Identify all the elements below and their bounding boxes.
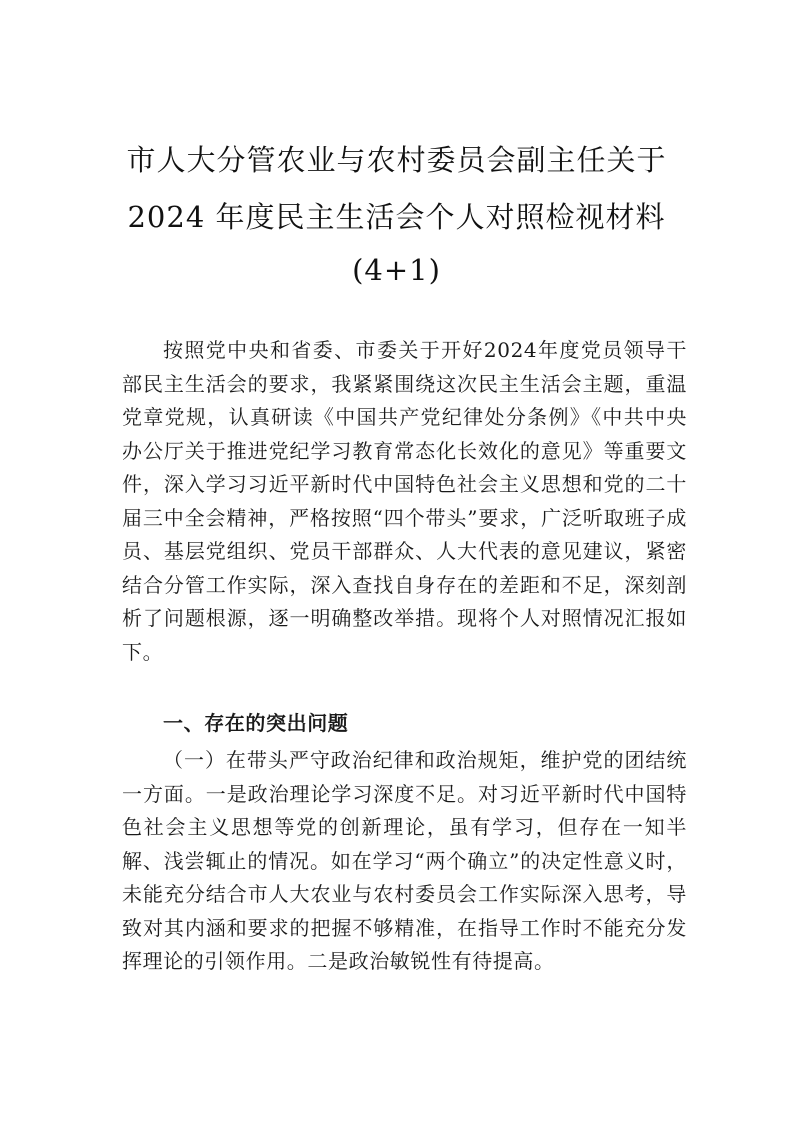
section-heading: 一、存在的突出问题	[163, 711, 349, 735]
document-title-line-2: 2024 年度民主生活会个人对照检视材料	[127, 200, 666, 234]
document-title-line-1: 市人大分管农业与农村委员会副主任关于	[126, 143, 667, 177]
intro-paragraph: 按照党中央和省委、市委关于开好2024年度党员领导干部民主生活会的要求，我紧紧围绕这次民主生活会主题，重温党章党规，认真研读《中国共产党纪律处分条例》《中共中央办公厅关于推进党纪学习教育常态化长效化的意见》等重要文件，深入学习习近平新时代中国特色社会主义思想和党的二十届三中全会精神，严格按照“四个带头”要求，广泛听取班子成员、基层党组织、党员干部群众、人大代表的意见建议，紧密结合分管工作实际，深入查找自身存在的差距和不足，深刻剖析了问题根源，逐一明确整改举措。现将个人对照情况汇报如下。	[122, 338, 687, 664]
document-title-line-3: (4+1)	[352, 253, 441, 287]
section-paragraph: （一）在带头严守政治纪律和政治规矩，维护党的团结统一方面。一是政治理论学习深度不足。对习近平新时代中国特色社会主义思想等党的创新理论，虽有学习，但存在一知半解、浅尝辄止的情况。如在学习“两个确立”的决定性意义时，未能充分结合市人大农业与农村委员会工作实际深入思考，导致对其内涵和要求的把握不够精准，在指导工作时不能充分发挥理论的引领作用。二是政治敏锐性有待提高。	[122, 748, 687, 973]
